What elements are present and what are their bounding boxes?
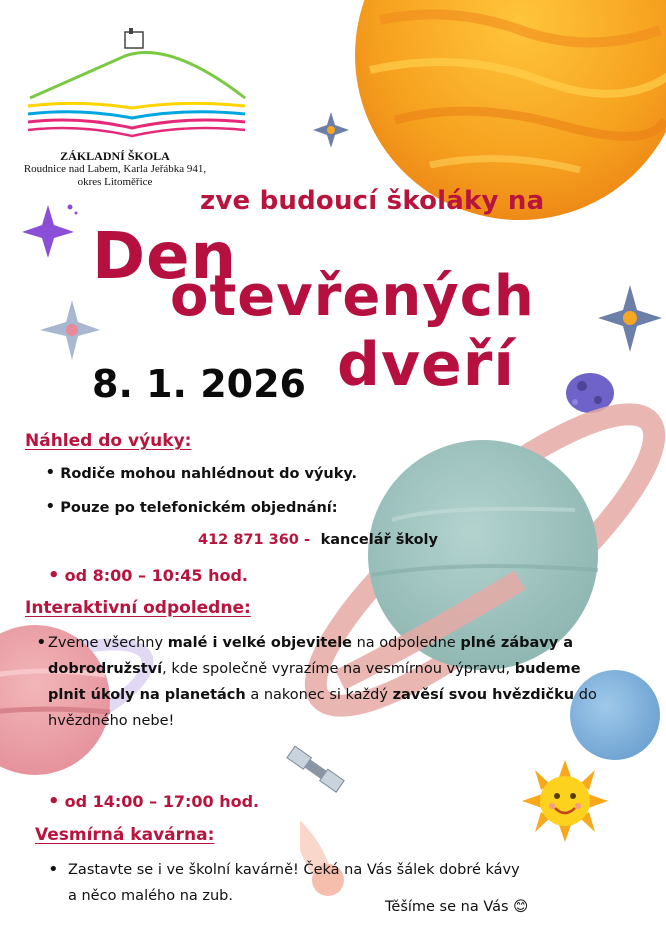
afternoon-heading: Interaktivní odpoledne: — [25, 598, 251, 618]
afternoon-paragraph: • Zveme všechny malé i velké objevitele na odpoledne plné zábavy a dobrodružství, kde společně vyrazíme na vesmírnou výpravu, budeme plnit úkoly na planetách a nakonec si každý zavěsí svou hvězdičku do hvězdného nebe! — [36, 632, 597, 729]
office-label: kancelář školy — [320, 532, 438, 548]
list-item: • Rodiče mohou nahlédnout do výuky. — [45, 462, 358, 483]
school-info — [20, 150, 210, 189]
phone-number: 412 871 360 - — [198, 532, 310, 548]
afternoon-text: zavěsí svou hvězdičku — [392, 687, 575, 703]
afternoon-text: do hvězdného nebe! — [48, 687, 597, 729]
afternoon-text: a nakonec si každý — [245, 687, 393, 703]
preview-time: od 8:00 – 10:45 hod. — [64, 566, 248, 585]
title-line-1: Den — [92, 220, 238, 294]
cafe-heading: Vesmírná kavárna: — [35, 825, 215, 845]
list-item: • od 14:00 – 17:00 hod. — [48, 791, 260, 812]
school-address: Roudnice nad Labem, Karla Jeřábka 941, — [23, 163, 207, 175]
cafe-paragraph: • Zastavte se i ve školní kavárně! Čeká na Vás šálek dobré kávy a něco malého na zub. — [48, 857, 648, 909]
afternoon-text: budeme plnit úkoly na planetách — [48, 661, 581, 703]
afternoon-time: od 14:00 – 17:00 hod. — [64, 792, 260, 811]
school-logo — [28, 28, 245, 136]
sparkle-icon — [22, 205, 74, 258]
preview-heading: Náhled do výuky: — [25, 431, 192, 451]
title-line-3: dveří — [337, 330, 515, 400]
title-line-2: otevřených — [170, 264, 535, 329]
invite-line: zve budoucí školáky na — [200, 186, 545, 216]
afternoon-text: plné zábavy a dobrodružství — [48, 635, 574, 677]
list-item: • od 8:00 – 10:45 hod. — [48, 565, 248, 586]
closing — [385, 899, 528, 915]
school-district: okres Litoměřice — [77, 176, 153, 188]
phone-line — [198, 532, 438, 548]
school-title: ZÁKLADNÍ ŠKOLA — [60, 149, 170, 163]
list-item: • Pouze po telefonickém objednání: — [45, 496, 338, 517]
event-date: 8. 1. 2026 — [92, 362, 306, 406]
afternoon-text: Zveme všechny — [48, 635, 168, 651]
afternoon-text: na odpoledne — [352, 635, 461, 651]
closing-text: Těšíme se na Vás — [385, 899, 509, 915]
satellite-icon — [287, 746, 344, 792]
afternoon-text: , kde společně vyrazíme na vesmírnou výpravu, — [162, 661, 515, 677]
cafe-line-1: Zastavte se i ve školní kavárně! Čeká na Vás šálek dobré kávy — [68, 862, 520, 878]
preview-item-1: Rodiče mohou nahlédnout do výuky. — [60, 466, 358, 482]
preview-item-2: Pouze po telefonickém objednání: — [60, 500, 338, 516]
smile-icon: 😊 — [513, 899, 529, 915]
cafe-line-2: a něco malého na zub. — [68, 888, 233, 904]
smiling-sun-icon — [522, 760, 608, 842]
afternoon-text: malé i velké objevitele — [167, 635, 352, 651]
